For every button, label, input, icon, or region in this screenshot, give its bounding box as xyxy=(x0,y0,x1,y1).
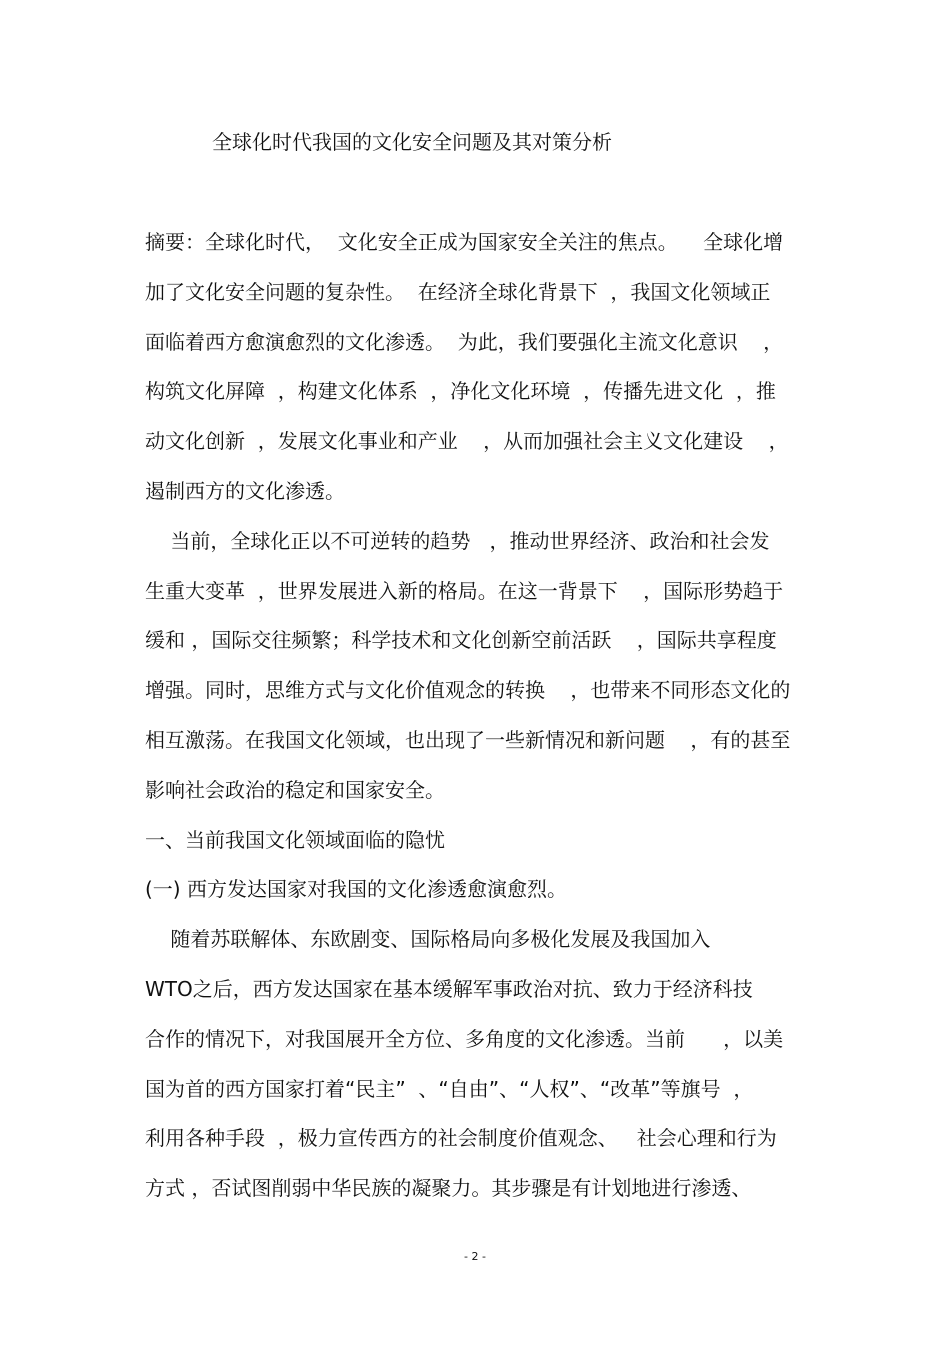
text-line: 合作的情况下，对我国展开全方位、多角度的文化渗透。当前 ，以美 xyxy=(145,1027,784,1051)
text-line: (一) 西方发达国家对我国的文化渗透愈演愈烈。 xyxy=(145,877,567,901)
text-line: 国为首的西方国家打着“民主” 、“自由”、“人权”、“改革”等旗号 ， xyxy=(145,1077,754,1101)
text-line: 遏制西方的文化渗透。 xyxy=(145,479,345,503)
text-line: 增强。同时，思维方式与文化价值观念的转换 ，也带来不同形态文化的 xyxy=(145,678,791,702)
text-line: 加了文化安全问题的复杂性。 在经济全球化背景下 ，我国文化领域正 xyxy=(145,280,771,304)
text-line: 构筑文化屏障 ，构建文化体系 ，净化文化环境 ，传播先进文化 ，推 xyxy=(145,379,776,403)
text-line: 随着苏联解体、东欧剧变、国际格局向多极化发展及我国加入 xyxy=(145,927,711,951)
text-line: 影响社会政治的稳定和国家安全。 xyxy=(145,778,445,802)
document-title: 全球化时代我国的文化安全问题及其对策分析 xyxy=(212,130,612,154)
text-line: 利用各种手段 ，极力宣传西方的社会制度价值观念、 社会心理和行为 xyxy=(145,1126,777,1150)
text-line: 缓和 ，国际交往频繁；科学技术和文化创新空前活跃 ，国际共享程度 xyxy=(145,628,777,652)
text-line: 动文化创新 ，发展文化事业和产业 ，从而加强社会主义文化建设 ， xyxy=(145,429,789,453)
page-number: - 2 - xyxy=(464,1250,486,1263)
text-line: 相互激荡。在我国文化领域，也出现了一些新情况和新问题 ，有的甚至 xyxy=(145,728,791,752)
text-line: 生重大变革 ，世界发展进入新的格局。在这一背景下 ，国际形势趋于 xyxy=(145,579,784,603)
text-line: 面临着西方愈演愈烈的文化渗透。 为此，我们要强化主流文化意识 ， xyxy=(145,330,784,354)
text-line: 当前，全球化正以不可逆转的趋势 ，推动世界经济、政治和社会发 xyxy=(145,529,770,553)
text-line: 一、当前我国文化领域面临的隐忧 xyxy=(145,828,445,852)
text-line: 摘要：全球化时代， 文化安全正成为国家安全关注的焦点。 全球化增 xyxy=(145,230,784,254)
text-line: 方式 ，否试图削弱中华民族的凝聚力。其步骤是有计划地进行渗透、 xyxy=(145,1176,752,1200)
text-line: WTO之后，西方发达国家在基本缓解军事政治对抗、致力于经济科技 xyxy=(145,977,753,1001)
